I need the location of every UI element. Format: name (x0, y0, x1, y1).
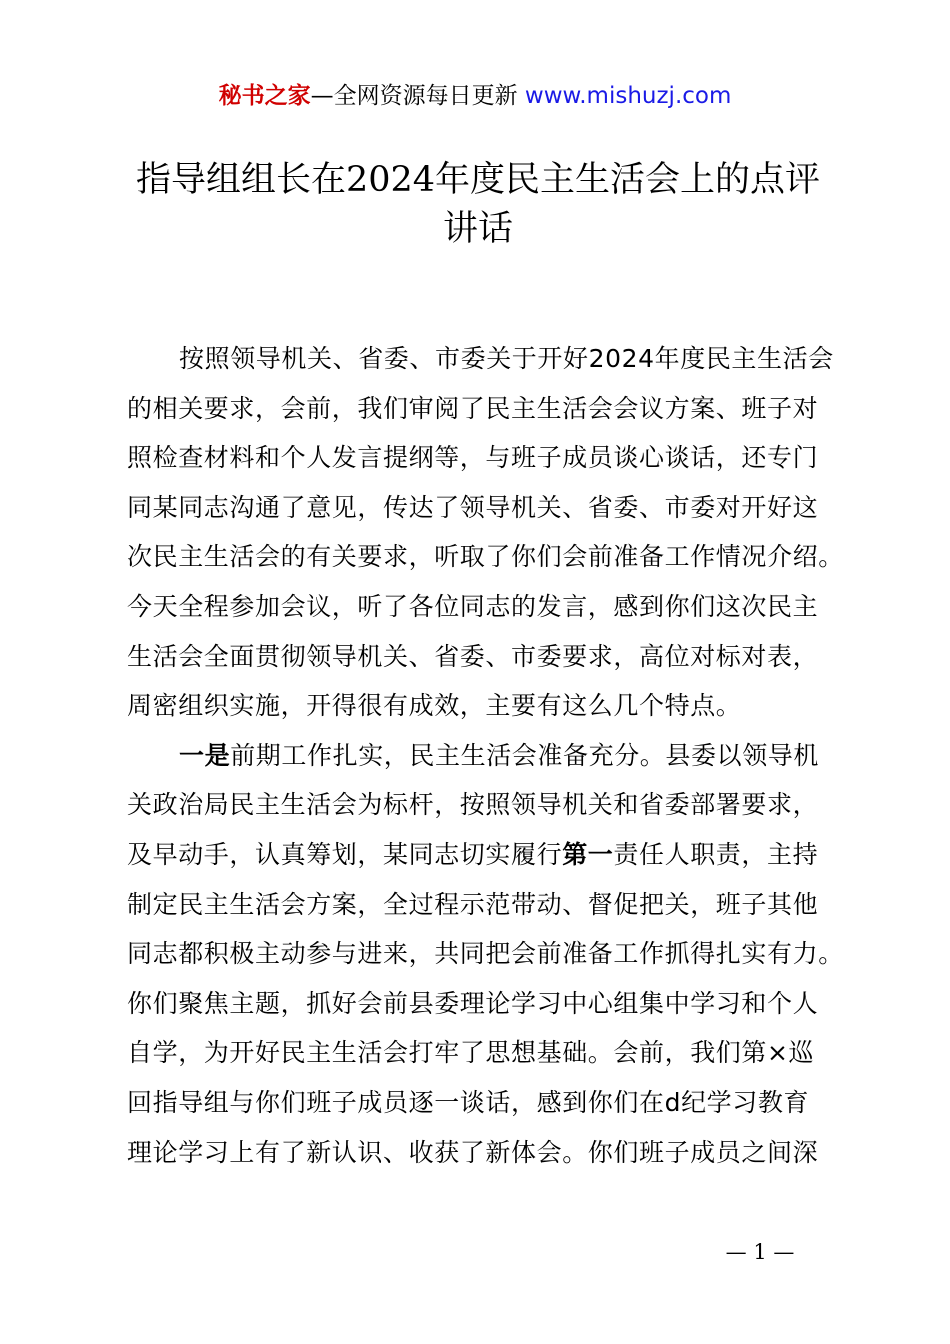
paragraph-line (127, 830, 840, 880)
document-title-line-1: 指导组组长在2024年度民主生活会上的点评 (135, 160, 821, 200)
document-body (127, 334, 844, 1177)
paragraph-line: 自学，为开好民主生活会打牢了思想基础。会前，我们第×巡 (127, 1038, 815, 1068)
paragraph-line: 照检查材料和个人发言提纲等，与班子成员谈心谈话，还专门 (127, 443, 819, 473)
document-title (128, 156, 828, 254)
page-number: — 1 — (725, 1240, 795, 1264)
paragraph-line: 回指导组与你们班子成员逐一谈话，感到你们在d纪学习教育 (127, 1087, 810, 1117)
paragraph-line: 今天全程参加会议，听了各位同志的发言，感到你们这次民主 (127, 591, 819, 621)
paragraph-line: 的相关要求，会前，我们审阅了民主生活会会议方案、班子对 (127, 393, 819, 423)
site-header (0, 80, 950, 112)
emphasis-first: 第一 (562, 839, 614, 869)
paragraph-text: 前期工作扎实，民主生活会准备充分。县委以领导机 (230, 740, 820, 770)
site-slogan: —全网资源每日更新 (310, 83, 518, 109)
emphasis-first-point: 一是 (179, 740, 231, 770)
site-name: 秘书之家 (218, 83, 311, 109)
paragraph-line: 次民主生活会的有关要求，听取了你们会前准备工作情况介绍。 (127, 542, 844, 572)
paragraph-2 (127, 731, 844, 1177)
paragraph-line: 周密组织实施，开得很有成效，主要有这么几个特点。 (127, 691, 742, 721)
paragraph-line: 生活会全面贯彻领导机关、省委、市委要求，高位对标对表， (127, 641, 819, 671)
paragraph-line (127, 731, 840, 781)
paragraph-line: 理论学习上有了新认识、收获了新体会。你们班子成员之间深 (127, 1137, 819, 1167)
paragraph-line: 你们聚焦主题，抓好会前县委理论学习中心组集中学习和个人 (127, 988, 819, 1018)
paragraph-line: 同某同志沟通了意见，传达了领导机关、省委、市委对开好这 (127, 492, 819, 522)
paragraph-text: 责任人职责，主持 (613, 839, 819, 869)
paragraph-text: 及早动手，认真筹划，某同志切实履行 (127, 839, 563, 869)
paragraph-line: 关政治局民主生活会为标杆，按照领导机关和省委部署要求， (127, 790, 819, 820)
site-url-link[interactable]: www.mishuzj.com (524, 83, 732, 109)
paragraph-line: 制定民主生活会方案，全过程示范带动、督促把关，班子其他 (127, 889, 819, 919)
document-title-line-2: 讲话 (442, 209, 513, 249)
paragraph-1 (127, 334, 844, 731)
paragraph-line: 按照领导机关、省委、市委关于开好2024年度民主生活会 (179, 344, 834, 373)
paragraph-line: 同志都积极主动参与进来，共同把会前准备工作抓得扎实有力。 (127, 939, 844, 969)
